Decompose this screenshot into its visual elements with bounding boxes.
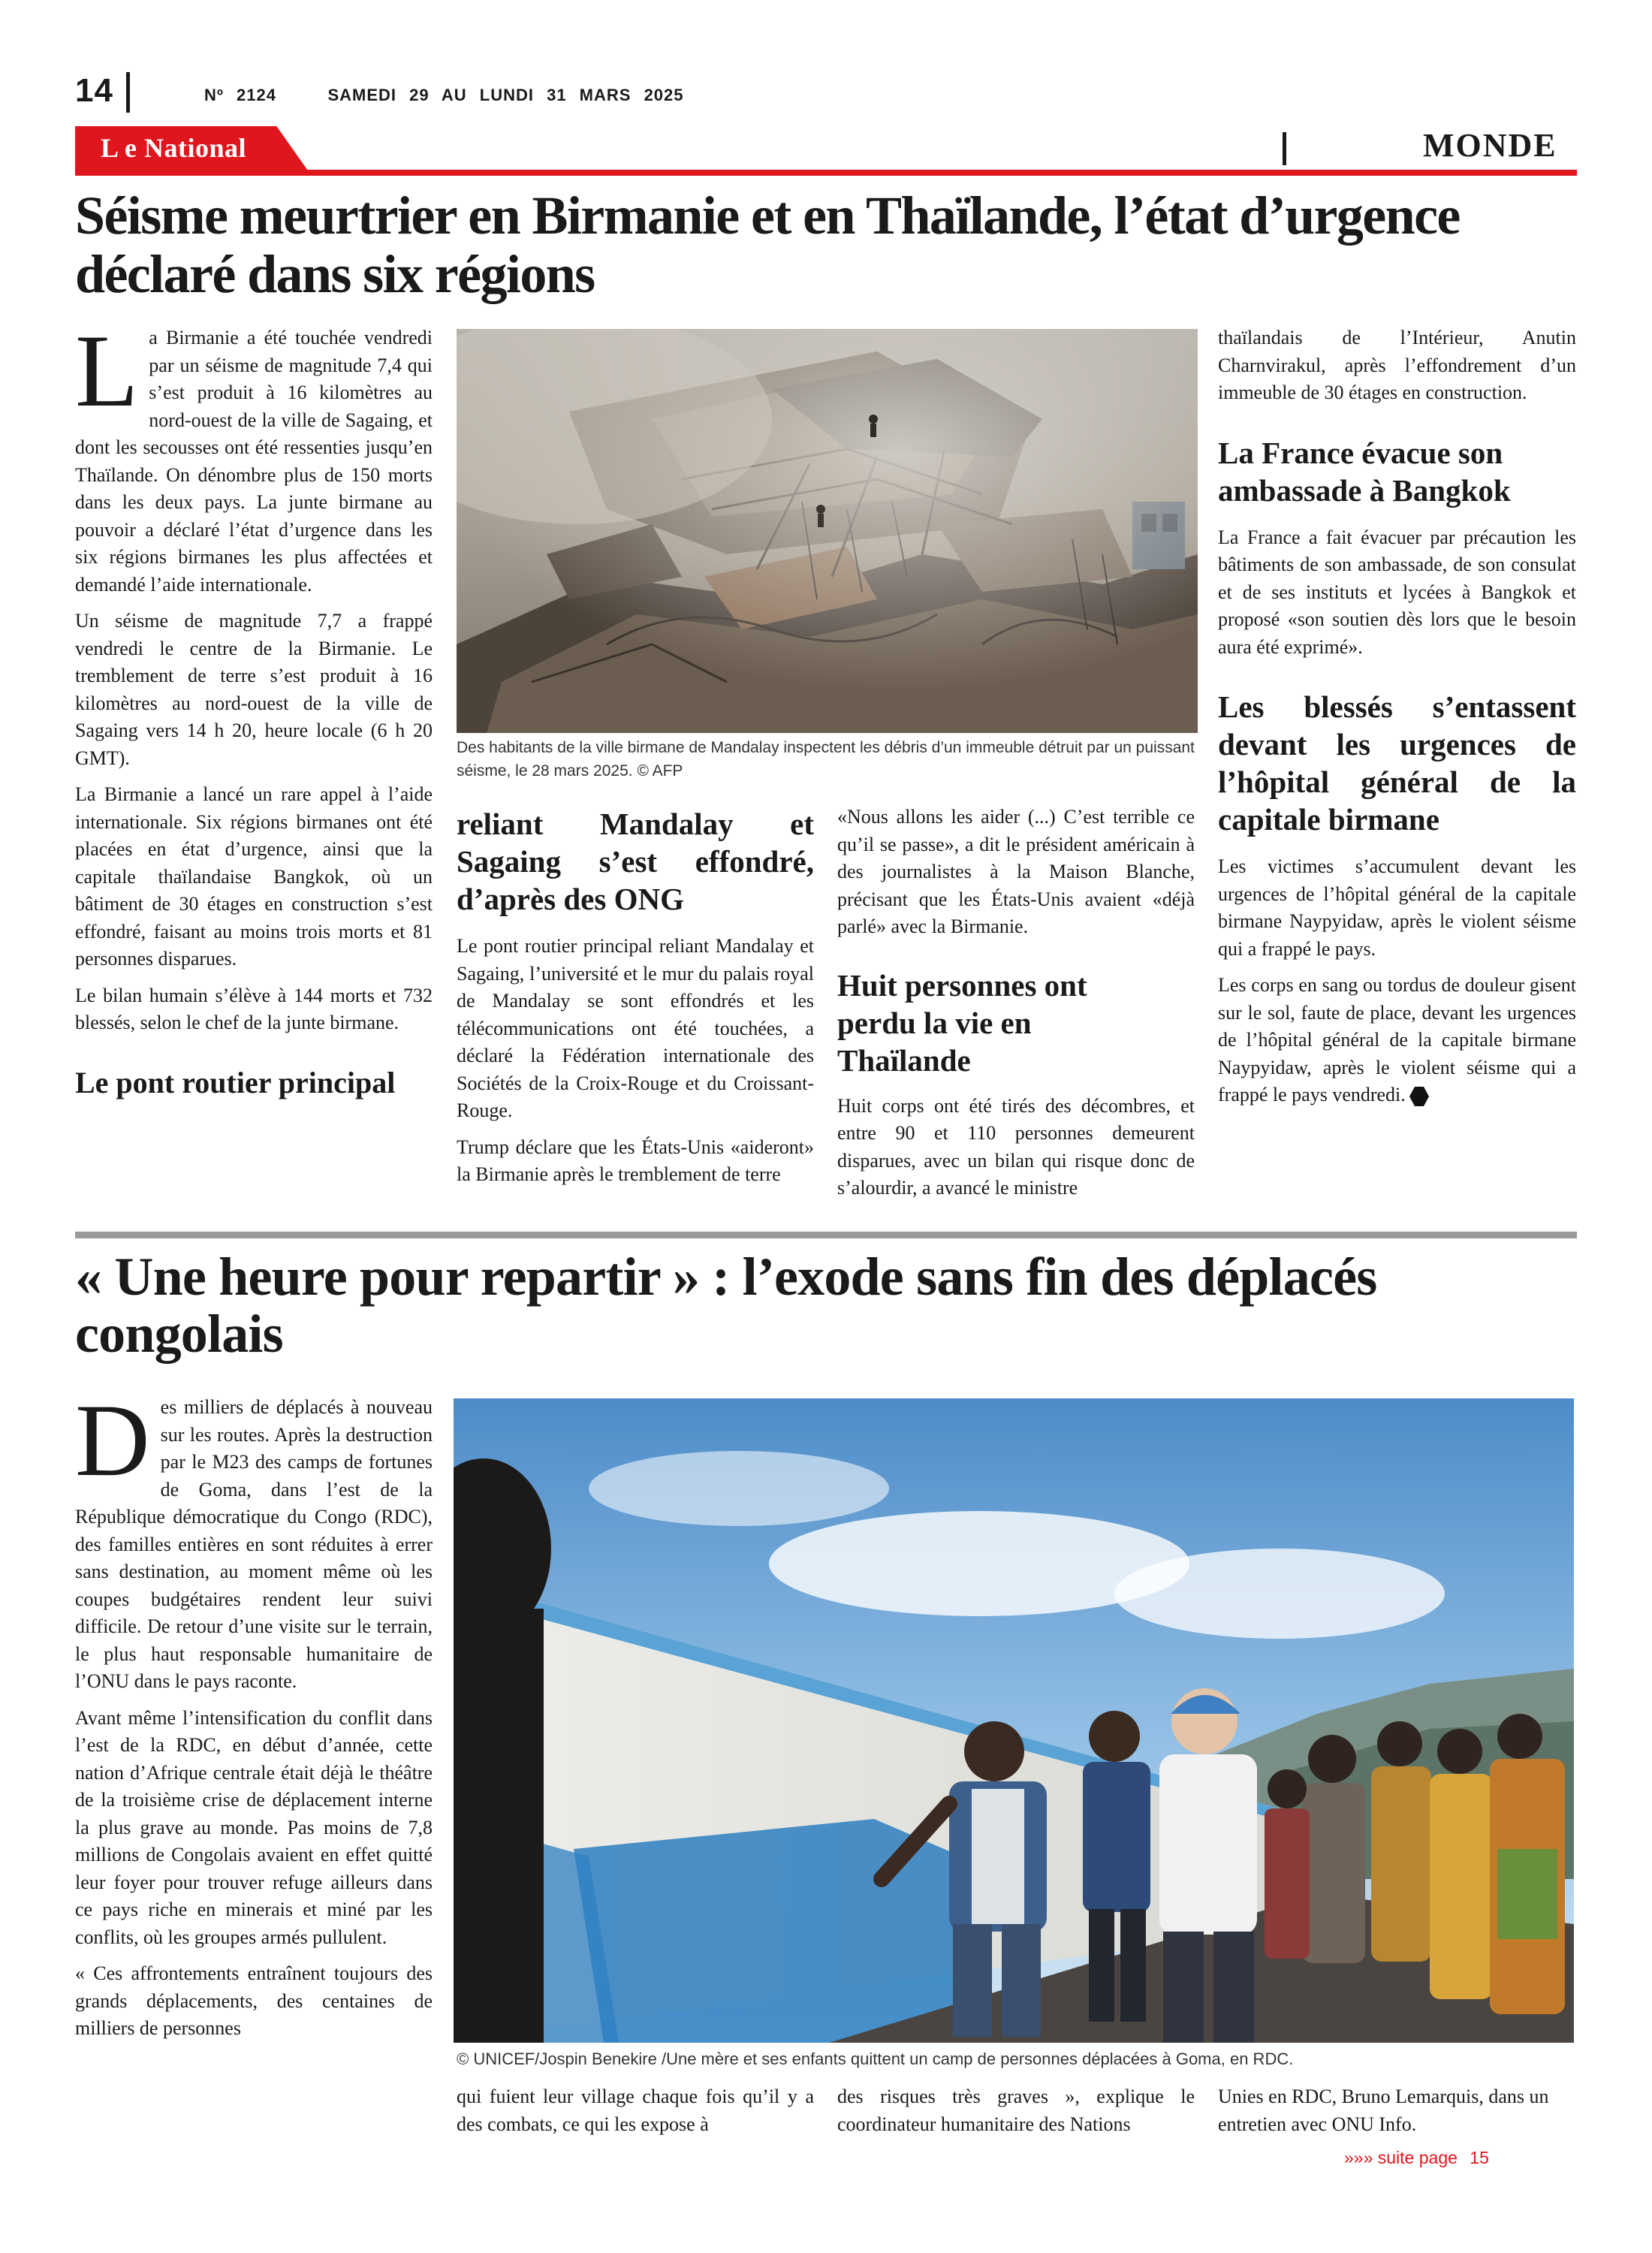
article1-paragraph <box>1218 972 1576 1109</box>
section-name: MONDE <box>1423 127 1557 164</box>
page-number: 14 <box>75 72 113 109</box>
article1-paragraph: thaïlandais de l’Intérieur, Anutin Charnvirakul, après l’effondrement d’un immeuble de 30 étages en construction. <box>1218 327 1576 403</box>
article1-column-1 <box>75 313 433 1102</box>
article1-column-2 <box>457 805 814 1198</box>
article1-subhead: Huit personnes ont perdu la vie en Thaïlande <box>837 967 1087 1078</box>
issue-date: SAMEDI 29 AU LUNDI 31 MARS 2025 <box>327 86 684 104</box>
article1-subhead: La France évacue son ambassade à Bangkok <box>1218 435 1511 508</box>
article2-column-2 <box>457 2083 814 2147</box>
article1-paragraph: Le bilan humain s’élève à 144 morts et 732 blessés, selon le chef de la junte birmane. <box>75 984 433 1033</box>
article-separator <box>75 1232 1577 1238</box>
article2-paragraph: des risques très graves », explique le coordinateur humanitaire des Nations <box>837 2086 1195 2135</box>
article2-column-1 <box>75 1383 433 2052</box>
article1-paragraph-text: a Birmanie a été touchée vendredi par un séisme de magnitude 7,4 qui s’est produit à 16 kilomètres au nord-ouest de la ville de Sagaing, et dont les secousses ont été ressenties jusqu’en Thaïlande. On dénombre plus de 150 morts dans les deux pays. La junte birmane au pouvoir a déclaré l’état d’urgence dans les six régions birmanes les plus affectées et demandé l’aide internationale. <box>75 327 433 596</box>
article1-subhead: Le pont routier principal <box>75 1065 396 1099</box>
page-number-divider <box>126 72 130 113</box>
article1-paragraph: Le pont routier principal reliant Mandalay et Sagaing, l’université et le mur du palais royal de Mandalay se sont effondrés et les télécommunications ont été touchées, a déclaré la Fédération internationale des Sociétés de la Croix-Rouge et du Croissant-Rouge. <box>457 935 814 1121</box>
article2-paragraph: qui fuient leur village chaque fois qu’il y a des combats, ce qui les expose à <box>457 2086 814 2135</box>
earthquake-photo <box>457 329 1198 733</box>
end-of-article-icon <box>1409 1086 1430 1107</box>
earthquake-rubble-image <box>457 329 1198 733</box>
article2-paragraph-text: es milliers de déplacés à nouveau sur les routes. Après la destruction par le M23 des camps de fortunes de Goma, dans l’est de la République démocratique du Congo (RDC), des familles entières en sont réduites à errer sans destination, au moment même où les coupes budgétaires rendent leur suivi difficile. De retour d’une visite sur le terrain, le plus haut responsable humanitaire de l’ONU dans le pays raconte. <box>75 1396 433 1692</box>
continued-label: »»» suite page <box>1344 2148 1458 2167</box>
article1-subhead: Les blessés s’entassent devant les urgences de l’hôpital général de la capitale birmane <box>1218 689 1576 837</box>
displaced-people-photo-caption: © UNICEF/Jospin Benekire /Une mère et ses enfants quittent un camp de personnes déplacées à Goma, en RDC. <box>457 2049 1294 2068</box>
article2-column-3 <box>837 2083 1195 2147</box>
article1-paragraph <box>75 313 433 599</box>
article1-dropcap: L <box>75 313 139 428</box>
continued-on-link[interactable] <box>1344 2148 1489 2168</box>
article1-paragraph: «Nous allons les aider (...) C’est terrible ce qu’il se passe», a dit le président américain à des journalistes à la Maison Blanche, précisant que les États-Unis avaient «déjà parlé» avec la Birmanie. <box>837 806 1195 937</box>
article1-headline: Séisme meurtrier en Birmanie et en Thaïlande, l’état d’urgence déclaré dans six régions <box>75 185 1460 304</box>
article1-column-4 <box>1218 324 1576 1118</box>
article2-column-4 <box>1218 2083 1576 2147</box>
article1-paragraph: Les victimes s’accumulent devant les urgences de l’hôpital général de la capitale birmane Naypyidaw, après le violent séisme qui a frappé le pays. <box>1218 855 1576 960</box>
article2-paragraph <box>75 1383 433 1696</box>
continued-page-number: 15 <box>1470 2148 1489 2167</box>
article1-paragraph: Un séisme de magnitude 7,7 a frappé vendredi le centre de la Birmanie. Le tremblement de terre s’est produit à 16 kilomètres au nord-ouest de la ville de Sagaing vers 14 h 20, heure locale (6 h 20 GMT). <box>75 610 433 769</box>
goma-camp-image <box>454 1398 1574 2043</box>
article1-paragraph: La Birmanie a lancé un rare appel à l’aide internationale. Six régions birmanes ont été placées en état d’urgence, ainsi que la capitale thaïlandaise Bangkok, où un bâtiment de 30 étages en construction s’est effondré, faisant au moins trois morts et 81 personnes disparues. <box>75 783 433 970</box>
newspaper-brand: L e National <box>101 133 247 163</box>
article2-dropcap: D <box>75 1383 150 1497</box>
article1-paragraph: Trump déclare que les États-Unis «aideront» la Birmanie après le tremblement de terre <box>457 1136 814 1185</box>
article2-headline: « Une heure pour repartir » : l’exode sans fin des déplacés congolais <box>75 1247 1377 1364</box>
article1-paragraph: La France a fait évacuer par précaution les bâtiments de son ambassade, de son consulat et de ses instituts et lycées à Bangkok et proposé «son soutien dès lors que le besoin aura été exprimé». <box>1218 526 1576 658</box>
header-rule <box>75 170 1577 176</box>
article2-paragraph: Unies en RDC, Bruno Lemarquis, dans un entretien avec ONU Info. <box>1218 2086 1549 2135</box>
earthquake-photo-caption: Des habitants de la ville birmane de Mandalay inspectent les débris d’un immeuble détruit par un puissant séisme, le 28 mars 2025. © AFP <box>457 739 1195 780</box>
article1-column-3 <box>837 804 1195 1211</box>
issue-date-line <box>204 86 684 105</box>
issue-number: Nº 2124 <box>204 86 276 104</box>
article1-paragraph: Huit corps ont été tirés des décombres, et entre 90 et 110 personnes demeurent disparues, avec un bilan qui risque donc de s’alourdir, a avancé le ministre <box>837 1094 1195 1199</box>
article2-paragraph: « Ces affrontements entraînent toujours des grands déplacements, des centaines de milliers de personnes <box>75 1962 433 2039</box>
article1-paragraph-text: Les corps en sang ou tordus de douleur gisent sur le sol, faute de place, devant les urgences de l’hôpital général de la capitale birmane Naypyidaw, après le violent séisme qui a frappé le pays vendredi. <box>1218 974 1576 1105</box>
article1-subhead: reliant Mandalay et Sagaing s’est effondré, d’après des ONG <box>457 807 814 916</box>
section-divider <box>1283 132 1286 165</box>
displaced-people-photo <box>454 1398 1574 2043</box>
article2-paragraph: Avant même l’intensification du conflit dans l’est de la RDC, en début d’année, cette nation d’Afrique centrale était déjà le théâtre de la troisième crise de déplacement interne la plus grave au monde. Pas moins de 7,8 millions de Congolais avaient en effet quitté leur foyer pour trouver refuge ailleurs dans ce pays riche en minerais et miné par les conflits, où les groupes armés pullulent. <box>75 1706 433 1948</box>
